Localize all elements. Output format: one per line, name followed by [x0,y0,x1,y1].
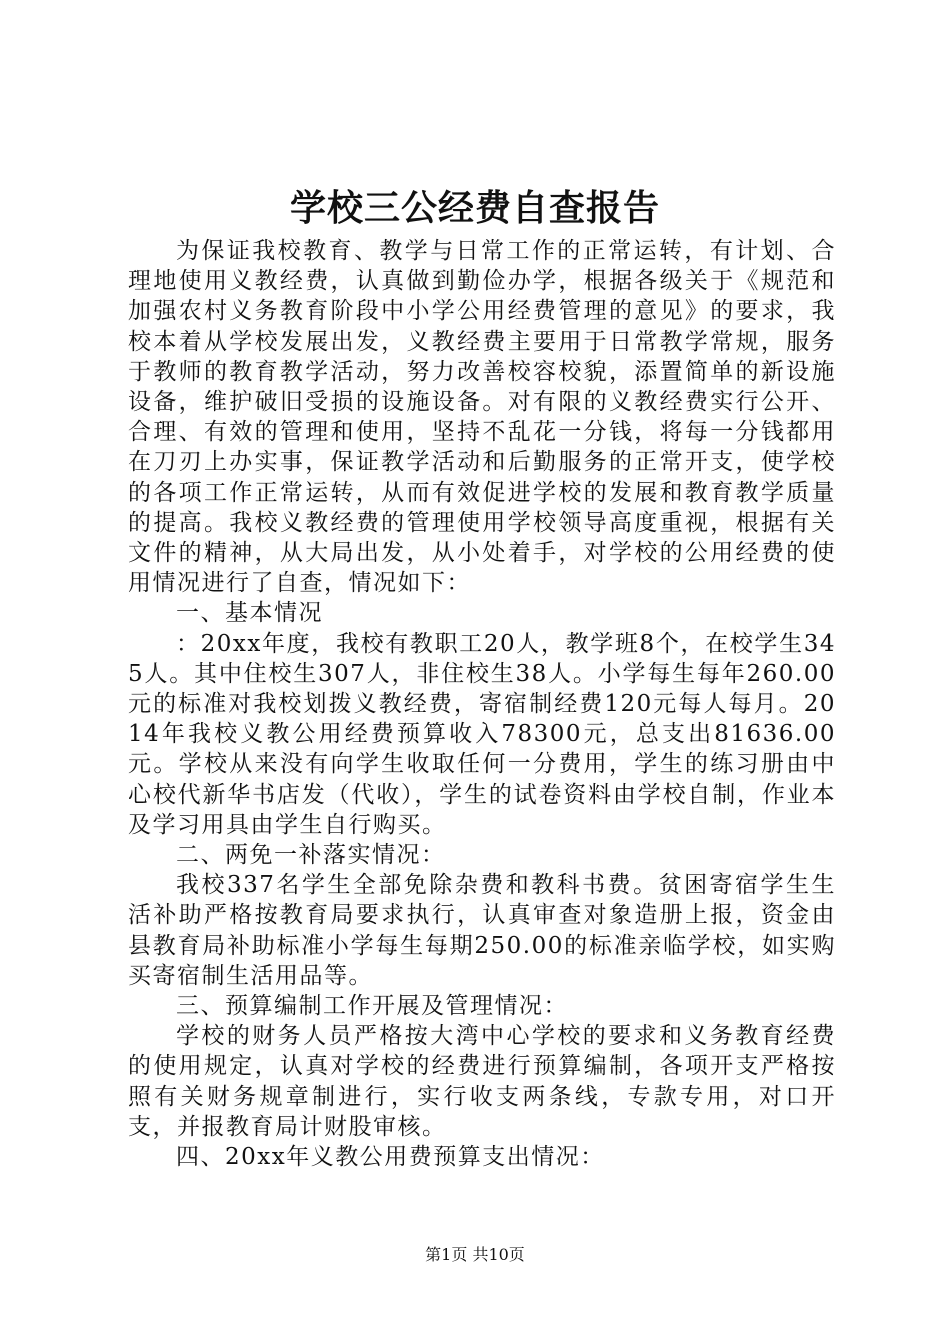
paragraph-intro: 为保证我校教育、教学与日常工作的正常运转，有计划、合理地使用义教经费，认真做到勤俭办学，根据各级关于《规范和加强农村义务教育阶段中小学公用经费管理的意见》的要求，我校本着从学校发展出发，义教经费主要用于日常教学常规，服务于教师的教育教学活动，努力改善校容校貌，添置简单的新设施设备，维护破旧受损的设施设备。对有限的义教经费实行公开、合理、有效的管理和使用，坚持不乱花一分钱，将每一分钱都用在刀刃上办实事，保证教学活动和后勤服务的正常开支，使学校的各项工作正常运转，从而有效促进学校的发展和教育教学质量的提高。我校义教经费的管理使用学校领导高度重视，根据有关文件的精神，从大局出发，从小处着手，对学校的公用经费的使用情况进行了自查，情况如下： [128,238,836,597]
paragraph-budget-management: 学校的财务人员严格按大湾中心学校的要求和义务教育经费的使用规定，认真对学校的经费进行预算编制，各项开支严格按照有关财务规章制进行，实行收支两条线，专款专用，对口开支，并报教育局计财股审核。 [128,1023,836,1140]
paragraph-two-exemptions: 我校337名学生全部免除杂费和教科书费。贫困寄宿学生生活补助严格按教育局要求执行，认真审查对象造册上报，资金由县教育局补助标准小学每生每期250.00的标准亲临学校，如实购买寄宿制生活用品等。 [128,872,836,989]
document-title: 学校三公经费自查报告 [289,187,660,229]
page-number: 第1页 共10页 [425,1245,525,1264]
heading-budget-expenditure: 四、20xx年义教公用费预算支出情况： [176,1144,605,1171]
heading-two-exemptions: 二、两免一补落实情况： [176,842,446,869]
heading-budget-management: 三、预算编制工作开展及管理情况： [176,993,568,1020]
heading-basic-situation: 一、基本情况 [176,600,323,627]
paragraph-basic-situation: ：20xx年度，我校有教职工20人，教学班8个，在校学生345人。其中住校生307人，非住校生38人。小学每生每年260.00元的标准对我校划拨义教经费，寄宿制经费120元每人每月。2014年我校义教公用经费预算收入78300元，总支出81636.00元。学校从来没有向学生收取任何一分费用，学生的练习册由中心校代新华书店发（代收），学生的试卷资料由学校自制，作业本及学习用具由学生自行购买。 [128,630,836,838]
document-body [128,236,836,1172]
